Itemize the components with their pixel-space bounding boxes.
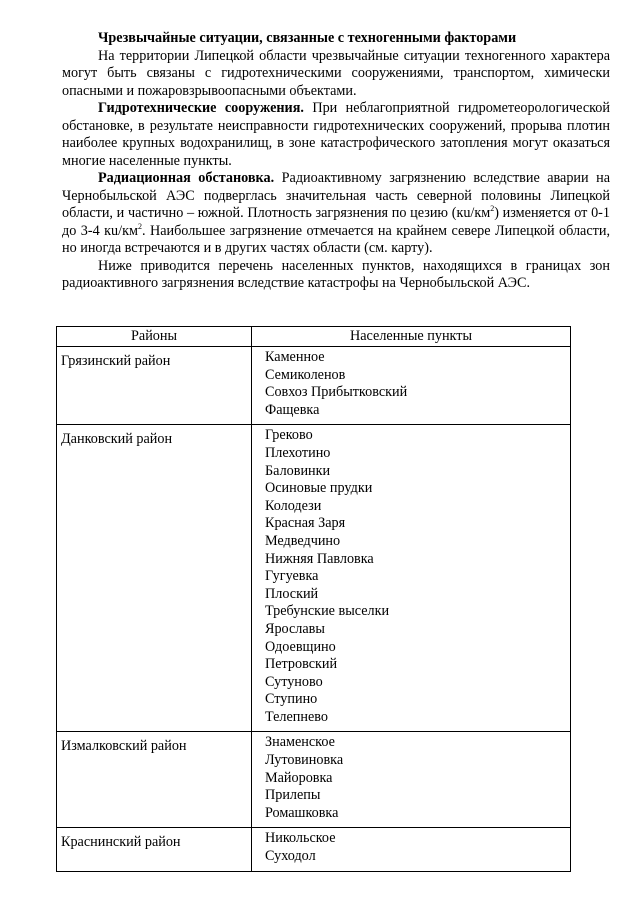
radiation-text-2: ) изменяется от 0-1 до 3-4 кu/км (62, 205, 610, 239)
cell-spacer (265, 822, 570, 827)
settlement-item: Петровский (265, 656, 338, 673)
settlement-item: Семиколенов (265, 366, 346, 383)
radiation-paragraph (62, 170, 610, 258)
settlements-table (56, 326, 571, 872)
radiation-sup-1: 2 (490, 204, 495, 213)
radiation-text-1: Радиоактивному загрязнению вследствие аварии на Чернобыльской АЭС подверглась значительная часть северной половины Липецкой области, и частично – южной. Плотность загрязнения по цезию (кu/км (62, 170, 610, 221)
radiation-text-3: . Наибольшее загрязнение отмечается на крайнем севере Липецкой области, но иногда встречаются и в других частях области (см. карту). (62, 222, 610, 256)
settlement-item: Майоровка (265, 769, 333, 786)
section-heading: Чрезвычайные ситуации, связанные с техногенными факторами (98, 30, 517, 46)
radiation-sup-2: 2 (137, 221, 142, 231)
settlement-item: Баловинки (265, 462, 331, 479)
cell-spacer (265, 866, 570, 871)
settlement-item: Фащевка (265, 401, 320, 418)
settlement-item: Совхоз Прибытковский (265, 384, 408, 401)
table-row (57, 732, 571, 828)
cell-spacer (265, 726, 570, 731)
radiation-title: Радиационная обстановка. (98, 170, 275, 186)
column-header-settlements: Населенные пункты (252, 327, 571, 347)
settlement-item: Плехотино (265, 444, 331, 461)
table-header-row (57, 327, 571, 347)
intro-paragraph: На территории Липецкой области чрезвычайные ситуации техногенного характера могут быть связаны с гидротехническими сооружениями, транспортом, химически опасными и пожаровзрывоопасными объектами. (62, 47, 610, 99)
table-row (57, 828, 571, 871)
settlement-item: Требунские выселки (265, 603, 390, 620)
table-row (57, 347, 571, 425)
settlements-cell (252, 732, 571, 828)
district-cell: Измалковский район (57, 732, 252, 828)
settlement-item: Гугуевка (265, 568, 319, 585)
hydro-paragraph (62, 100, 610, 170)
settlement-item: Лутовиновка (265, 752, 344, 769)
settlement-item: Знаменское (265, 734, 335, 751)
district-cell: Краснинский район (57, 828, 252, 871)
settlement-item: Осиновые прудки (265, 480, 373, 497)
district-cell: Грязинский район (57, 347, 252, 425)
settlement-item: Одоевщино (265, 638, 336, 655)
settlement-item: Ярославы (265, 620, 325, 637)
column-header-districts: Районы (57, 327, 252, 347)
settlement-item: Ступино (265, 691, 318, 708)
settlement-item: Телепнево (265, 708, 328, 725)
settlement-item: Медведчино (265, 532, 341, 549)
settlements-cell (252, 828, 571, 871)
settlements-cell (252, 347, 571, 425)
settlement-item: Сутуново (265, 673, 323, 690)
cell-spacer (265, 419, 570, 424)
settlement-item: Греково (265, 427, 313, 444)
settlement-item: Колодези (265, 497, 322, 514)
settlements-cell (252, 425, 571, 732)
district-cell: Данковский район (57, 425, 252, 732)
settlement-item: Красная Заря (265, 515, 346, 532)
document-text (62, 30, 610, 293)
settlement-item: Суходол (265, 848, 316, 865)
settlement-item: Плоский (265, 585, 319, 602)
table-body (57, 347, 571, 872)
settlement-item: Нижняя Павловка (265, 550, 374, 567)
settlement-item: Ромашковка (265, 804, 339, 821)
list-intro-paragraph: Ниже приводится перечень населенных пунктов, находящихся в границах зон радиоактивного загрязнения вследствие катастрофы на Чернобыльской АЭС. (62, 257, 610, 291)
table-row (57, 425, 571, 732)
settlement-item: Никольское (265, 830, 336, 847)
settlement-item: Каменное (265, 349, 325, 365)
settlement-item: Прилепы (265, 787, 321, 804)
hydro-text: При неблагоприятной гидрометеорологической обстановке, в результате неисправности гидротехнических сооружений, прорыва плотин наиболее крупных водохранилищ, в зоне катастрофического затопления могут оказаться многие населенные пункты. (62, 100, 610, 169)
hydro-title: Гидротехнические сооружения. (98, 100, 304, 116)
